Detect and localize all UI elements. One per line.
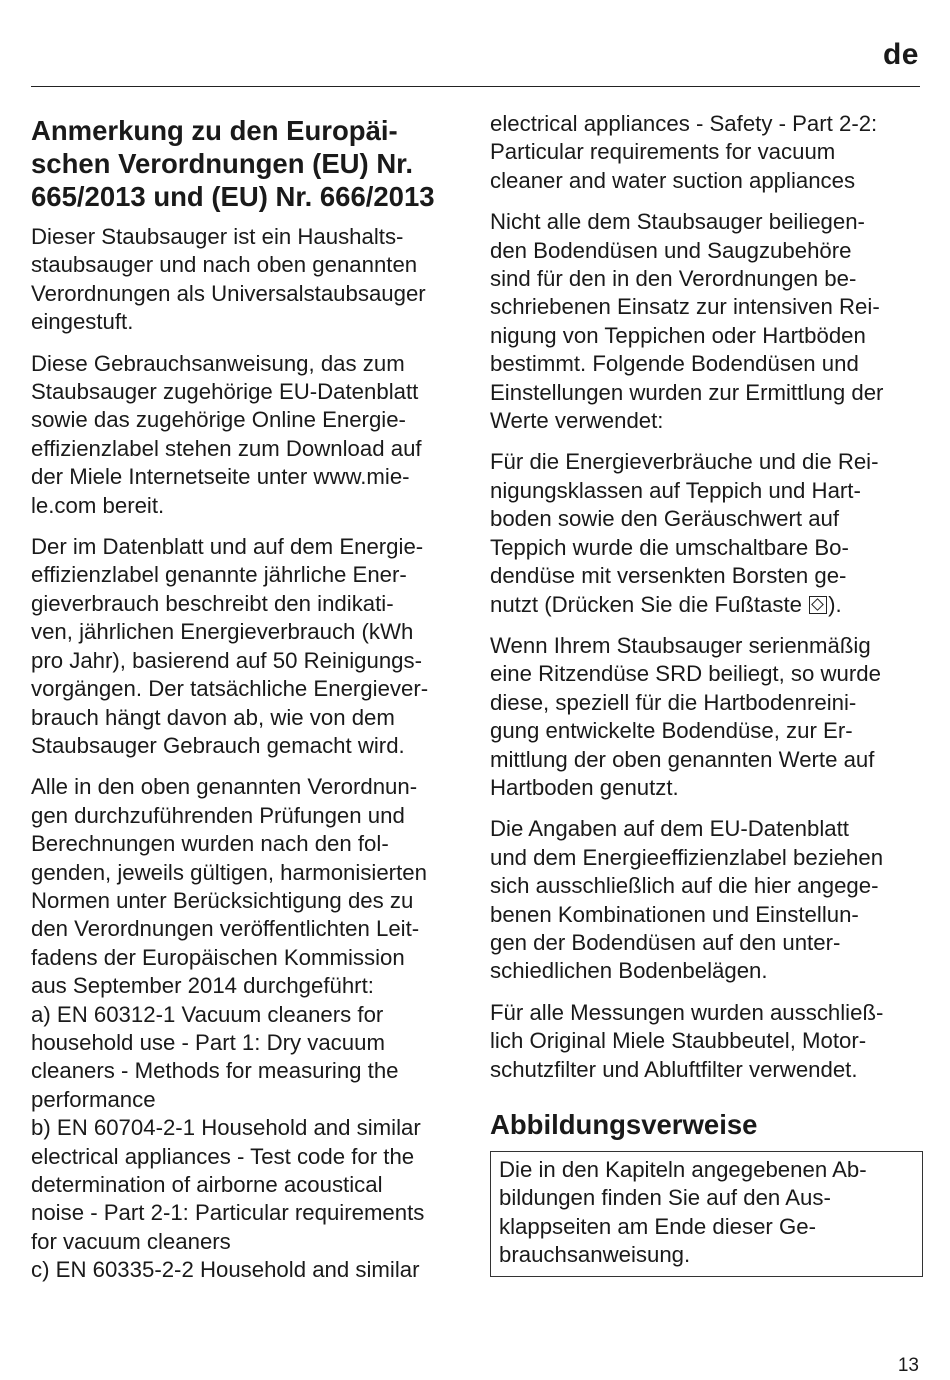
paragraph-standards-continued: electrical appliances - Safety - Part 2-2: Particular requirements for vacuum cleaner and water suction appliances bbox=[490, 111, 878, 193]
eu-regulation-heading: Anmerkung zu den Europäi- schen Verordnungen (EU) Nr. 665/2013 und (EU) Nr. 666/2013 bbox=[31, 115, 435, 212]
paragraph-download: Diese Gebrauchsanweisung, das zum Staubsauger zugehörige EU-Datenblatt sowie das zugehörige Online Energie- effizienzlabel stehen zum Download auf der Miele Internetseite unter www.mie- le.com bereit. bbox=[31, 350, 422, 518]
paragraph-energy-consumption: Der im Datenblatt und auf dem Energie- effizienzlabel genannte jährliche Ener- gieverbrauch beschreibt den indikati- ven, jährlichen Energieverbrauch (kWh pro Jahr), basierend auf 50 Reinigungs- vorgängen. Der tatsächliche Energiever- brauch hängt davon ab, wie von dem Staubsauger Gebrauch gemacht wird. bbox=[31, 534, 429, 758]
left-column bbox=[31, 110, 471, 1298]
language-label: de bbox=[882, 38, 919, 71]
paragraph-energy-text: Für die Energieverbräuche und die Rei- nigungsklassen auf Teppich und Hart- boden sowie den Geräuschwert auf Teppich wurde die umschaltbare Bo- dendüse mit versenkten Borsten ge- nutzt (Drücken Sie die Fußtaste bbox=[490, 449, 879, 617]
paragraph-srd-nozzle: Wenn Ihrem Staubsauger serienmäßig eine Ritzendüse SRD beiliegt, so wurde diese, speziell für die Hartbodenreini- gung entwickelte Bodendüse, zur Er- mittlung der oben genannten Werte auf Hartboden genutzt. bbox=[490, 632, 881, 800]
illustrations-heading: Abbildungsverweise bbox=[490, 1109, 758, 1140]
right-column bbox=[490, 110, 930, 1277]
foot-pedal-icon bbox=[809, 596, 827, 614]
paragraph-energy-text-end: ). bbox=[828, 591, 842, 617]
paragraph-nozzles: Nicht alle dem Staubsauger beiliegen- den Bodendüsen und Saugzubehöre sind für den in den Verordnungen be- schriebenen Einsatz zur intensiven Rei- nigung von Teppichen oder Hartböden bestimmt. Folgende Bodendüsen und Einstellungen wurden zur Ermittlung der Werte verwendet: bbox=[490, 209, 884, 434]
paragraph-classification: Dieser Staubsauger ist ein Haushalts- staubsauger und nach oben genannten Verordnungen als Universalstaubsauger eingestuft. bbox=[31, 224, 426, 335]
page-number: 13 bbox=[897, 1355, 919, 1376]
illustrations-note-box: Die in den Kapiteln angegebenen Ab- bildungen finden Sie auf den Aus- klappseiten am Ende dieser Ge- brauchsanweisung. bbox=[490, 1151, 923, 1277]
paragraph-measurements: Für alle Messungen wurden ausschließ- lich Original Miele Staubbeutel, Motor- schutzfilter und Abluftfilter verwendet. bbox=[490, 999, 884, 1082]
paragraph-standards: Alle in den oben genannten Verordnun- gen durchzuführenden Prüfungen und Berechnungen wurden nach den fol- genden, jeweils gültigen, harmonisierten Normen unter Berücksichtigung des zu den Verordnungen veröffentlichten Leit- fadens der Europäischen Kommission aus September 2014 durchgeführt: a) EN 60312-1 Vacuum cleaners for household use - Part 1: Dry vacuum cleaners - Methods for measuring the performance b) EN 60704-2-1 Household and similar electrical appliances - Test code for the determination of airborne acoustical noise - Part 2-1: Particular requirements for vacuum cleaners c) EN 60335-2-2 Household and similar bbox=[31, 774, 427, 1283]
paragraph-energy-measurement bbox=[490, 448, 930, 618]
paragraph-datasheet: Die Angaben auf dem EU-Datenblatt und dem Energieeffizienzlabel beziehen sich ausschließlich auf die hier angege- benen Kombinationen und Einstellun- gen der Bodendüsen auf den unter- schiedlichen Bodenbelägen. bbox=[490, 816, 884, 984]
header-rule bbox=[31, 86, 920, 87]
